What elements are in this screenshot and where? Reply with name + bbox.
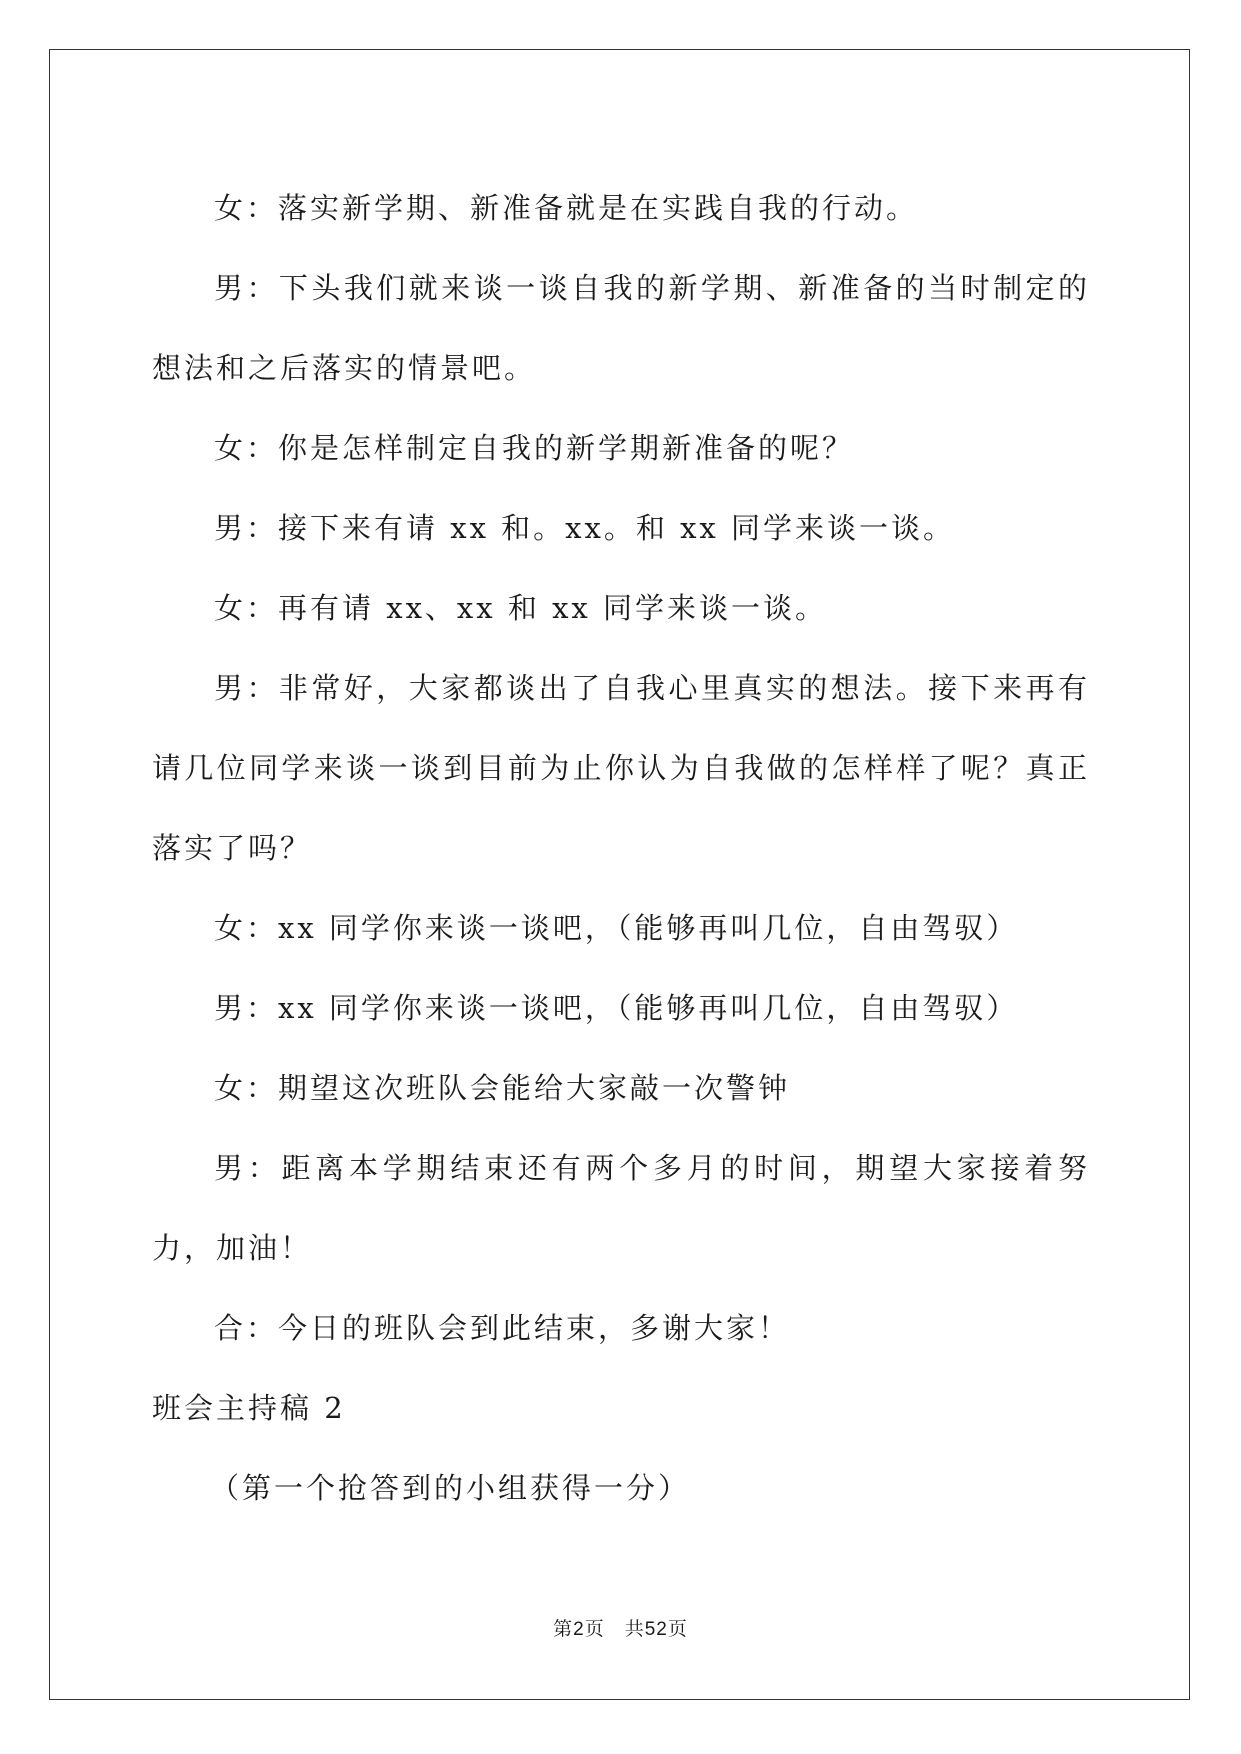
- paragraph: 女：你是怎样制定自我的新学期新准备的呢？: [214, 431, 855, 465]
- footer-total-suffix: 页: [667, 1618, 688, 1640]
- paragraph: 女：落实新学期、新准备就是在实践自我的行动。: [214, 191, 919, 225]
- footer-page-number: 2: [573, 1619, 585, 1640]
- paragraph: 女：期望这次班队会能给大家敲一次警钟: [214, 1071, 791, 1105]
- footer-page-prefix: 第: [553, 1618, 574, 1640]
- page-footer: [0, 1614, 1241, 1641]
- paragraph: 男：xx 同学你来谈一谈吧，（能够再叫几位，自由驾驭）: [214, 991, 1019, 1025]
- paragraph: 合：今日的班队会到此结束，多谢大家！: [214, 1311, 791, 1345]
- paragraph: 男：距离本学期结束还有两个多月的时间，期望大家接着努力，加油！: [152, 1151, 1090, 1265]
- paragraph: 女：xx 同学你来谈一谈吧，（能够再叫几位，自由驾驭）: [214, 911, 1019, 945]
- paragraph: 男：非常好，大家都谈出了自我心里真实的想法。接下来再有请几位同学来谈一谈到目前为止你认为自我做的怎样样了呢？真正落实了吗？: [152, 671, 1090, 865]
- paragraph: 男：下头我们就来谈一谈自我的新学期、新准备的当时制定的想法和之后落实的情景吧。: [152, 271, 1090, 385]
- footer-total-prefix: 共: [624, 1618, 645, 1640]
- paragraph: （第一个抢答到的小组获得一分）: [210, 1471, 691, 1505]
- paragraph: 男：接下来有请 xx 和。xx。和 xx 同学来谈一谈。: [214, 511, 956, 545]
- footer-total-pages: 52: [644, 1619, 668, 1640]
- footer-page-suffix: 页: [584, 1618, 605, 1640]
- document-body: [152, 168, 1090, 1528]
- section-heading: 班会主持稿 2: [152, 1391, 346, 1425]
- paragraph: 女：再有请 xx、xx 和 xx 同学来谈一谈。: [214, 591, 828, 625]
